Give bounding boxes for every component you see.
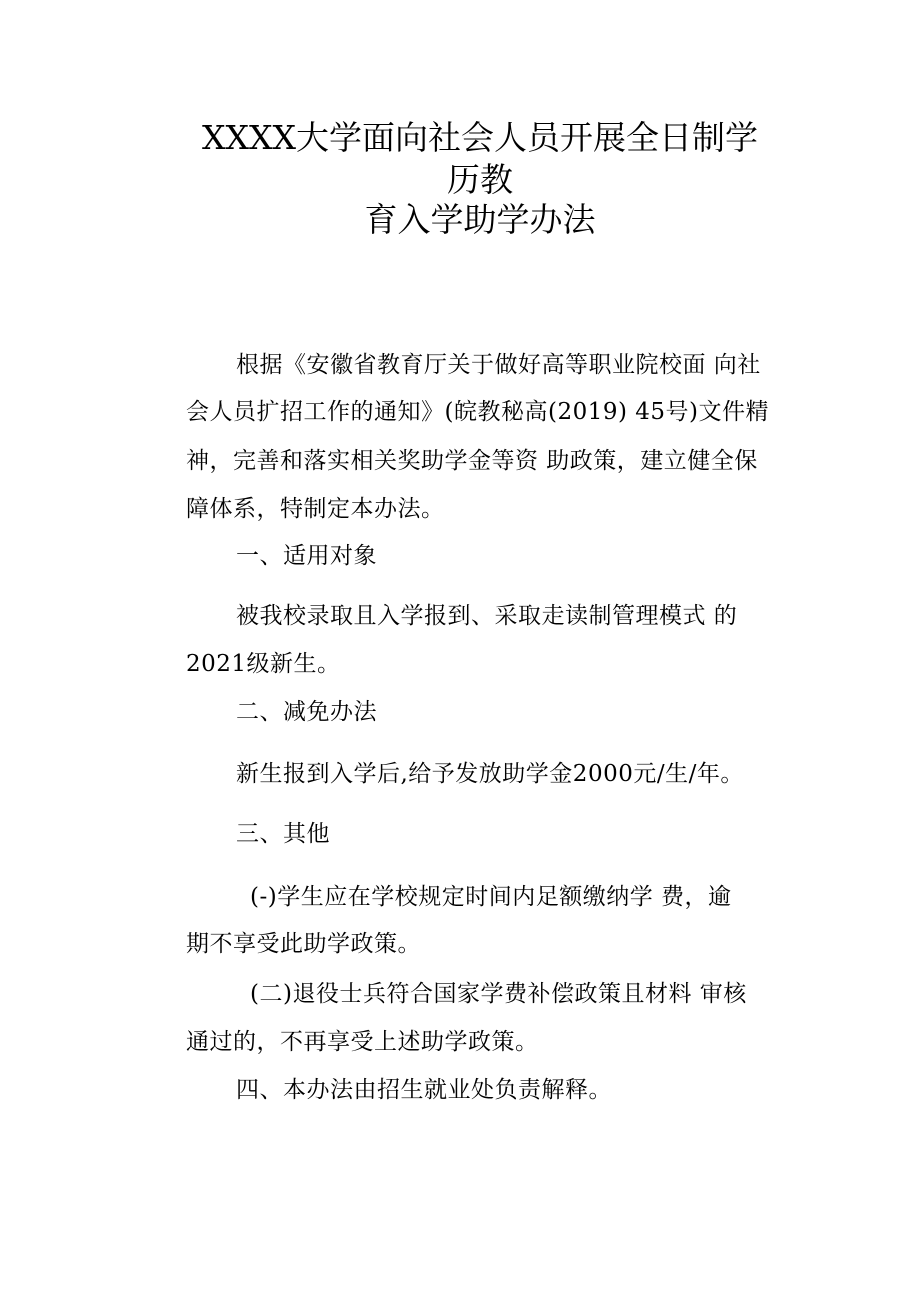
section-3-item-1-line-2: 期不享受此助学政策。 (186, 931, 421, 957)
section-3-item-2-line-1: (二)退役士兵符合国家学费补偿政策且材料 审核 (250, 981, 747, 1007)
section-3-heading: 三、其他 (236, 821, 330, 847)
intro-line-3: 神，完善和落实相关奖助学金等资 助政策，建立健全保 (186, 448, 758, 474)
intro-line-1: 根据《安徽省教育厅关于做好高等职业院校面 向社 (236, 352, 761, 378)
document-title-line-3: 育入学助学办法 (364, 200, 596, 239)
document-title-line-2: 历教 (447, 160, 513, 199)
intro-line-4: 障体系，特制定本办法。 (186, 496, 445, 522)
intro-line-2: 会人员扩招工作的通知》(皖教秘高(2019) 45号)文件精 (186, 399, 770, 425)
section-4-heading: 四、本办法由招生就业处负责解释。 (236, 1077, 612, 1103)
section-1-line-1: 被我校录取且入学报到、采取走读制管理模式 的 (236, 603, 738, 629)
section-2-heading: 二、减免办法 (236, 699, 377, 725)
document-title-line-1: XXXX大学面向社会人员开展全日制学 (202, 118, 758, 157)
section-1-heading: 一、适用对象 (236, 543, 377, 569)
section-3-item-2-line-2: 通过的，不再享受上述助学政策。 (186, 1029, 539, 1055)
section-3-item-1-line-1: (-)学生应在学校规定时间内足额缴纳学 费，逾 (250, 884, 732, 910)
section-2-line-1: 新生报到入学后,给予发放助学金2000元/生/年。 (236, 761, 744, 787)
section-1-line-2: 2021级新生。 (186, 651, 341, 677)
